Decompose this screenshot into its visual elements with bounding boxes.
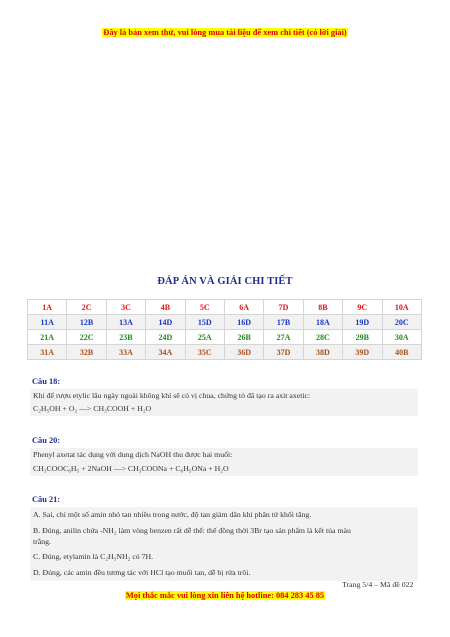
- option-d-line: D. Đúng, các amin đều tương tác với HCl tạo muối tan, dễ bị rửa trôi.: [33, 568, 251, 577]
- option-b-line: B. Đúng, anilin chứa -NH₂ làm vòng benzen rất dễ thế: thế đồng thời 3Br tạo sản phẩm là kết tủa màu: [33, 526, 351, 535]
- answer-cell: 2C: [67, 300, 106, 315]
- solution-equation: CH₃COOC₆H₅ + 2NaOH —> CH₃COONa + C₆H₅ONa + H₂O: [33, 464, 229, 473]
- answer-cell: 36D: [224, 345, 263, 360]
- answer-row: [28, 315, 422, 330]
- answer-cell: 31A: [28, 345, 67, 360]
- answer-cell: 13A: [106, 315, 145, 330]
- question-18-label: Câu 18:: [32, 377, 61, 386]
- answer-cell: 11A: [28, 315, 67, 330]
- answer-cell: 4B: [146, 300, 185, 315]
- answer-cell: 29B: [343, 330, 382, 345]
- answer-cell: 18A: [303, 315, 342, 330]
- answer-cell: 30A: [382, 330, 421, 345]
- answer-cell: 21A: [28, 330, 67, 345]
- answer-cell: 37D: [264, 345, 303, 360]
- question-20-solution-box: [30, 448, 418, 476]
- answer-cell: 8B: [303, 300, 342, 315]
- question-20-label: Câu 20:: [32, 436, 61, 445]
- option-b-line-continued: trắng.: [33, 537, 51, 546]
- preview-notice-text: Đây là bản xem thử, vui lòng mua tài liệu để xem chi tiết (có lời giải): [103, 28, 347, 37]
- answer-cell: 23B: [106, 330, 145, 345]
- question-18-solution-box: [30, 389, 418, 416]
- answer-cell: 38D: [303, 345, 342, 360]
- answer-cell: 25A: [185, 330, 224, 345]
- answer-cell: 22C: [67, 330, 106, 345]
- answer-cell: 1A: [28, 300, 67, 315]
- answer-row: [28, 330, 422, 345]
- answer-cell: 40B: [382, 345, 421, 360]
- answer-key-table: [27, 299, 422, 360]
- answer-cell: 32B: [67, 345, 106, 360]
- solution-line: Phenyl axetat tác dụng với dung dịch NaOH thu được hai muối:: [33, 450, 233, 459]
- page-footer: Trang 5/4 – Mã đề 022: [342, 580, 414, 589]
- hotline-text: Mọi thắc mắc vui lòng xin liên hệ hotline: 084 283 45 85: [125, 591, 325, 600]
- question-21-label: Câu 21:: [32, 495, 61, 504]
- answer-cell: 7D: [264, 300, 303, 315]
- answer-cell: 28C: [303, 330, 342, 345]
- hotline-banner: [0, 591, 450, 600]
- answer-cell: 33A: [106, 345, 145, 360]
- answer-cell: 9C: [343, 300, 382, 315]
- answer-cell: 10A: [382, 300, 421, 315]
- question-21-solution-box: [30, 507, 418, 581]
- answer-cell: 34A: [146, 345, 185, 360]
- answer-cell: 17B: [264, 315, 303, 330]
- answer-row: [28, 345, 422, 360]
- answer-cell: 20C: [382, 315, 421, 330]
- answer-cell: 16D: [224, 315, 263, 330]
- answer-cell: 24D: [146, 330, 185, 345]
- answer-cell: 12B: [67, 315, 106, 330]
- preview-notice-banner: [0, 28, 450, 37]
- answer-cell: 27A: [264, 330, 303, 345]
- answer-section-title: ĐÁP ÁN VÀ GIẢI CHI TIẾT: [157, 276, 293, 287]
- answer-cell: 3C: [106, 300, 145, 315]
- answer-cell: 14D: [146, 315, 185, 330]
- answer-cell: 39D: [343, 345, 382, 360]
- answer-cell: 19D: [343, 315, 382, 330]
- answer-cell: 15D: [185, 315, 224, 330]
- answer-cell: 35C: [185, 345, 224, 360]
- answer-cell: 6A: [224, 300, 263, 315]
- option-a-line: A. Sai, chỉ một số amin nhỏ tan nhiều trong nước, độ tan giảm dần khi phân tử khối tăng.: [33, 510, 312, 519]
- option-c-line: C. Đúng, etylamin là C₂H₅NH₂ có 7H.: [33, 552, 154, 561]
- solution-equation: C₂H₅OH + O₂ —> CH₃COOH + H₂O: [33, 404, 152, 413]
- answer-cell: 26B: [224, 330, 263, 345]
- solution-line: Khi để rượu etylic lâu ngày ngoài không khí sẽ có vị chua, chứng tỏ đã tạo ra axit axetic:: [33, 391, 311, 400]
- answer-cell: 5C: [185, 300, 224, 315]
- answer-row: [28, 300, 422, 315]
